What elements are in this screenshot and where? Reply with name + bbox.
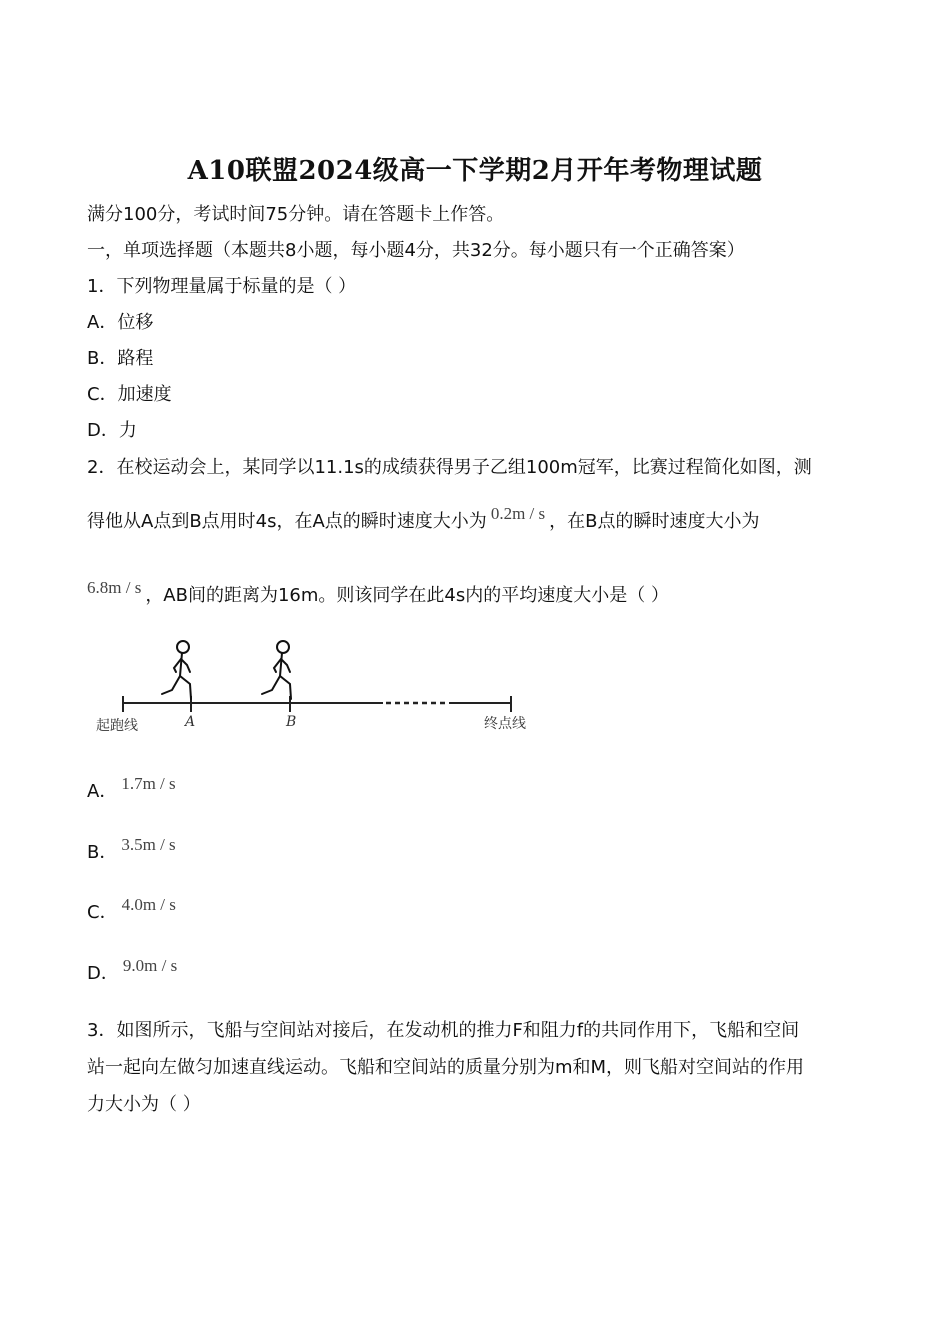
velocity-b-formula: 6.8m / s xyxy=(87,578,142,597)
q2-option-b xyxy=(87,835,180,864)
q1-stem: 1．下列物理量属于标量的是（ ） xyxy=(87,276,357,297)
q2-option-a-label: A． xyxy=(87,781,118,802)
q1-option-b: B．路程 xyxy=(87,348,154,369)
q2-option-b-value: 3.5m / s xyxy=(121,835,176,854)
q2-option-c xyxy=(87,895,180,924)
q2-stem-line2-b: ，在B点的瞬时速度大小为 xyxy=(549,511,760,532)
q2-option-b-label: B． xyxy=(87,842,118,863)
q2-stem-line2 xyxy=(87,504,760,533)
q1-option-d: D．力 xyxy=(87,420,137,441)
q3-stem-line3: 力大小为（ ） xyxy=(87,1094,201,1115)
point-b-label: B xyxy=(286,714,297,730)
q3-stem-line1: 3．如图所示，飞船与空间站对接后，在发动机的推力F和阻力f的共同作用下，飞船和空间 xyxy=(87,1020,800,1041)
start-line-label: 起跑线 xyxy=(96,718,138,734)
exam-intro: 满分100分，考试时间75分钟。请在答题卡上作答。 xyxy=(87,204,505,225)
q2-option-a xyxy=(87,774,180,803)
q2-stem-line1: 2．在校运动会上，某同学以11.1s的成绩获得男子乙组100m冠军，比赛过程简化如图，测 xyxy=(87,457,812,478)
q1-option-c: C．加速度 xyxy=(87,384,172,405)
q2-option-d xyxy=(87,956,181,985)
q2-option-a-value: 1.7m / s xyxy=(121,774,176,793)
q2-stem-line2-a: 得他从A点到B点用时4s，在A点的瞬时速度大小为 xyxy=(87,511,487,532)
finish-line-label: 终点线 xyxy=(484,716,526,732)
q2-stem-line3-text: ，AB间的距离为16m。则该同学在此4s内的平均速度大小是（ ） xyxy=(145,585,669,606)
page-title: A10联盟2024级高一下学期2月开年考物理试题 xyxy=(187,156,763,186)
velocity-a-formula: 0.2m / s xyxy=(490,504,546,523)
race-track-figure xyxy=(90,632,550,742)
q1-option-a: A．位移 xyxy=(87,312,154,333)
q2-stem-line3 xyxy=(87,578,669,607)
section-heading: 一，单项选择题（本题共8小题，每小题4分，共32分。每小题只有一个正确答案） xyxy=(87,240,745,261)
q2-option-c-label: C． xyxy=(87,902,118,923)
runner-figure-a xyxy=(162,641,191,699)
q2-option-c-value: 4.0m / s xyxy=(121,895,176,914)
q3-stem-line2: 站一起向左做匀加速直线运动。飞船和空间站的质量分别为m和M，则飞船对空间站的作用 xyxy=(87,1057,805,1078)
point-a-label: A xyxy=(185,714,196,730)
q2-option-d-label: D． xyxy=(87,963,119,984)
runner-figure-b xyxy=(262,641,291,699)
q2-option-d-value: 9.0m / s xyxy=(122,956,178,975)
